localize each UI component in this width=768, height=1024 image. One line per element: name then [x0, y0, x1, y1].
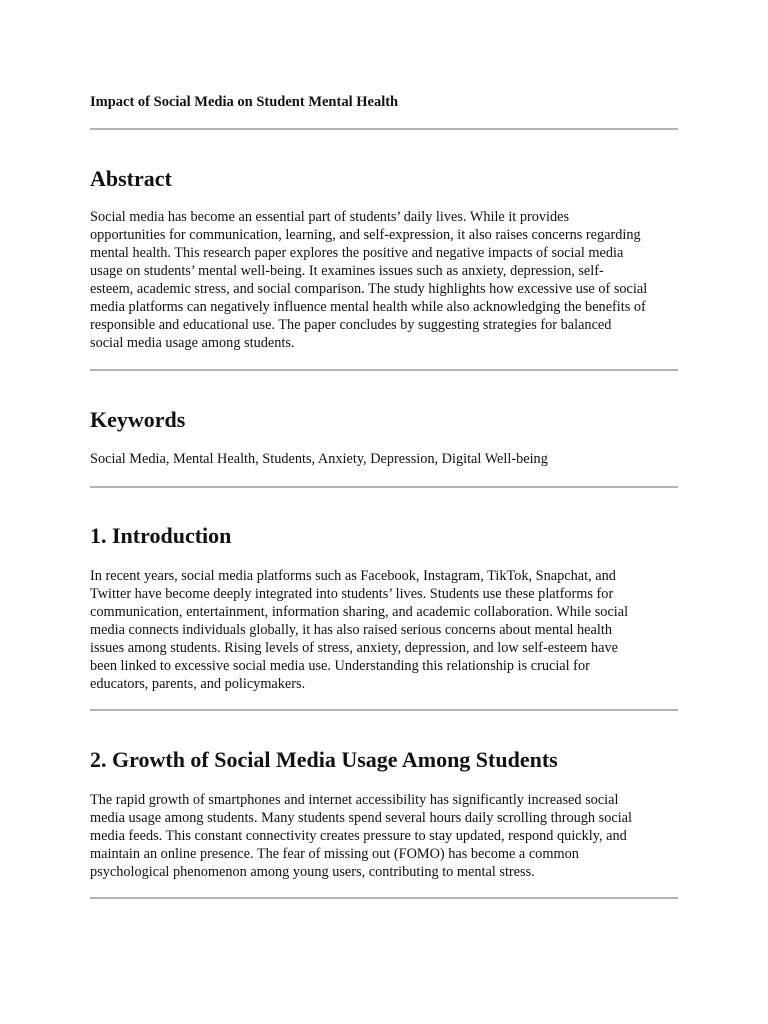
abstract-line: usage on students’ mental well-being. It examines issues such as anxiety, depression, self- [90, 263, 604, 279]
growth-line: maintain an online presence. The fear of missing out (FOMO) has become a common [90, 846, 579, 862]
growth-line: media feeds. This constant connectivity creates pressure to stay updated, respond quickly, and [90, 828, 627, 844]
abstract-heading: Abstract [90, 166, 172, 191]
section-divider [90, 128, 678, 130]
abstract-line: esteem, academic stress, and social comparison. The study highlights how excessive use of social [90, 281, 648, 297]
keywords-line: Social Media, Mental Health, Students, Anxiety, Depression, Digital Well-being [90, 451, 548, 467]
introduction-line: In recent years, social media platforms such as Facebook, Instagram, TikTok, Snapchat, and [90, 568, 616, 584]
introduction-line: been linked to excessive social media use. Understanding this relationship is crucial for [90, 658, 590, 674]
introduction-line: Twitter have become deeply integrated into students’ lives. Students use these platforms for [90, 586, 614, 602]
document-title: Impact of Social Media on Student Mental Health [90, 94, 399, 110]
introduction-line: communication, entertainment, information sharing, and academic collaboration. While social [90, 604, 629, 620]
abstract-line: Social media has become an essential part of students’ daily lives. While it provides [90, 209, 570, 225]
introduction-text [90, 567, 678, 693]
section-divider [90, 897, 678, 899]
abstract-line: opportunities for communication, learning, and self-expression, it also raises concerns regarding [90, 227, 641, 243]
abstract-text [90, 208, 678, 352]
introduction-line: media connects individuals globally, it has also raised serious concerns about mental health [90, 622, 612, 638]
abstract-line: social media usage among students. [90, 335, 295, 351]
growth-line: media usage among students. Many students spend several hours daily scrolling through social [90, 810, 632, 826]
introduction-line: issues among students. Rising levels of stress, anxiety, depression, and low self-esteem have [90, 640, 618, 656]
abstract-line: responsible and educational use. The paper concludes by suggesting strategies for balanced [90, 317, 612, 333]
abstract-line: mental health. This research paper explores the positive and negative impacts of social media [90, 245, 624, 261]
keywords-heading: Keywords [90, 407, 186, 432]
keywords-text [90, 450, 678, 468]
growth-text [90, 791, 678, 881]
abstract-line: media platforms can negatively influence mental health while also acknowledging the benefits of [90, 299, 646, 315]
introduction-line: educators, parents, and policymakers. [90, 676, 306, 692]
growth-heading: 2. Growth of Social Media Usage Among Students [90, 747, 558, 772]
section-divider [90, 709, 678, 711]
growth-line: The rapid growth of smartphones and internet accessibility has significantly increased social [90, 792, 619, 808]
section-divider [90, 486, 678, 488]
introduction-heading: 1. Introduction [90, 523, 232, 548]
section-divider [90, 369, 678, 371]
growth-line: psychological phenomenon among young users, contributing to mental stress. [90, 864, 535, 880]
